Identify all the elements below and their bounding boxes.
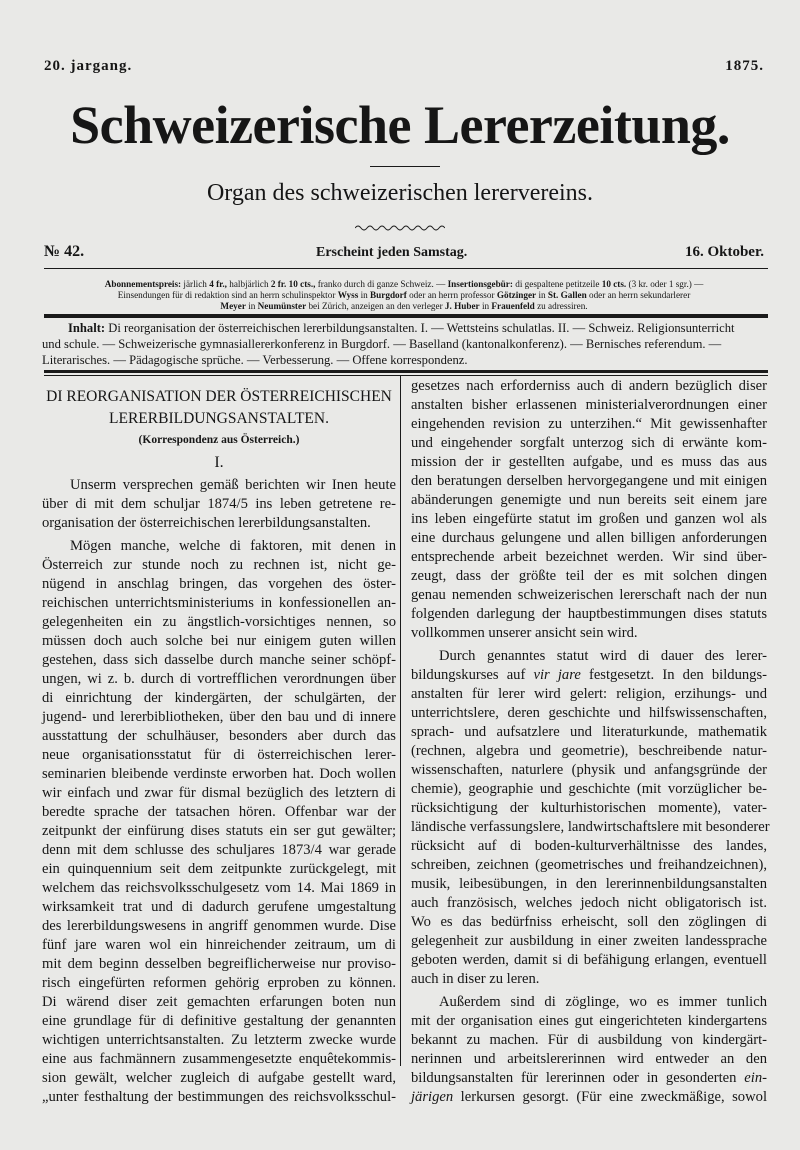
bold-text: Wyss: [337, 290, 359, 300]
bold-text: Götzinger: [496, 290, 537, 300]
text-run: Einsendungen für di redaktion sind an herrn schulinspektor: [117, 290, 338, 300]
text-line: gelegenheit zur ausbildung in einer zweiten landessprache: [411, 933, 767, 949]
bold-text: Neumünster: [257, 301, 307, 311]
text-line: Wo es das bedürfniss erheischt, soll den zöglingen di: [411, 914, 767, 930]
text-line: mit der organisation eines gut eingerichteten kindergartens: [411, 1013, 767, 1029]
newspaper-title: Schweizerische Lererzeitung.: [70, 95, 730, 155]
article-byline: (Korrespondenz aus Österreich.): [138, 434, 300, 446]
text-run: in: [245, 301, 258, 311]
text-run: bildungsanstalten für lererinnen oder in gesonderten: [411, 1070, 745, 1086]
text-line: fünf jare waren wol ein hinreichender zeitraum, um di: [42, 937, 396, 953]
text-line: gelegenheiten ein zu ängstlich-vorsichtiges nennen, so: [42, 614, 396, 630]
paragraph: [42, 537, 396, 1107]
text-line: [411, 666, 767, 685]
bold-text: 4 fr.,: [209, 279, 227, 289]
text-run: järlich: [181, 279, 210, 289]
paragraph: [411, 377, 767, 643]
text-line: zeugt, dass der größte teil der es mit solchen dingen: [411, 568, 767, 584]
header-rule: [44, 268, 768, 269]
text-line: reichischen unterrichtsministeriums in konfessionellen an-: [42, 595, 396, 611]
contents-line-1: [42, 320, 770, 336]
text-line: rücksicht auf di boden-kulturverhältnisse des landes,: [411, 838, 767, 854]
text-line: risch eingefürten reformen gehörig erproben zu können.: [42, 975, 396, 991]
column-divider: [400, 376, 401, 1066]
text-run: festgesetzt. In den bildungs-: [580, 667, 768, 683]
text-line: eine grundlage für di definitive gestaltung der genannten: [42, 1013, 396, 1029]
text-line: anstalten für lerer wird gelert: religion, erzihungs- und: [411, 686, 767, 702]
text-line: mit dem beginn desselben begreiflicherweise nur proviso-: [42, 956, 396, 972]
text-line: jugend- und lererbibliotheken, über den bau und di innere: [42, 709, 396, 725]
text-run: franko durch di ganze Schweiz. —: [315, 279, 448, 289]
text-line: ausstattung der schulhäuser, besonders aber durch das: [42, 728, 396, 744]
text-line: ungen, wi z. b. durch di vortrefflichen verordnungen über: [42, 671, 396, 687]
text-line: wirksamkeit trat und di dadurch gerufene umgestaltung: [42, 899, 396, 915]
text-line: „unter festhaltung der bestimmungen des reichsvolksschul-: [42, 1089, 396, 1105]
bold-text: 10 cts.: [601, 279, 627, 289]
text-line: vollkommen unserer ansicht sein wird.: [411, 625, 638, 641]
article-heading: DI REORGANISATION DER ÖSTERREICHISCHEN: [46, 388, 392, 405]
bold-text: Frauenfeld: [491, 301, 535, 311]
text-run: zu adressiren.: [534, 301, 588, 311]
publication-schedule: Erscheint jeden Samstag.: [316, 245, 468, 260]
text-line: müssen doch auch solche bei nur einigem guten willen: [42, 633, 396, 649]
text-line: bekannt zu machen. Für di ausbildung von kindergärt-: [411, 1032, 767, 1048]
italic-text: järigen: [411, 1089, 454, 1105]
subscription-line: [44, 279, 764, 290]
bold-text: J. Huber: [444, 301, 480, 311]
text-line: unterrichtslere, deren geschichte und hilfswissenschaften,: [411, 705, 767, 721]
bold-text: Abonnementspreis:: [104, 279, 182, 289]
newspaper-subtitle: Organ des schweizerischen lerervereins.: [206, 180, 594, 206]
bold-text: St. Gallen: [547, 290, 587, 300]
text-line: zeitpunkt der einfürung dises statuts ein ser gut gewälter;: [42, 823, 396, 839]
text-line: ein quinquennium seit dem zeitpunkte zurückgelegt, mit: [42, 861, 396, 877]
article-heading-line-2: LERERBILDUNGSANSTALTEN.: [109, 410, 329, 427]
contents-rule: [44, 370, 768, 373]
text-line: des lererbildungswesens in angriff genommen wurde. Dise: [42, 918, 396, 934]
text-line: [411, 1088, 767, 1107]
text-run: halbjärlich: [226, 279, 271, 289]
text-line: folgenden darlegung der hauptbestimmungen dises statuts: [411, 606, 767, 622]
contents-line-2: und schule. — Schweizerische gymnasiallererkonferenz in Burgdorf. — Baselland (kantonalkonferenz). — Bernisches referendum. —: [42, 337, 722, 351]
title-divider: [370, 166, 440, 167]
text-line: genau nemenden schweizerischen lererschaft nach der nun: [411, 587, 767, 603]
text-line: Durch genanntes statut wird di dauer des lerer-: [439, 648, 767, 664]
text-line: eine durchaus gelungene und allen billigen anforderungen: [411, 530, 767, 546]
text-run: in: [358, 290, 371, 300]
text-line: organisation der österreichischen lererbildungsanstalten.: [42, 515, 371, 531]
bold-text: 2 fr. 10 cts.,: [270, 279, 316, 289]
text-line: über di mit dem schuljar 1874/5 ins leben getretene re-: [42, 496, 396, 512]
text-line: Di wärend diser zeit gemachten erfarungen boten nun: [42, 994, 396, 1010]
ornament-divider: [355, 224, 445, 232]
contents-label: Inhalt:: [68, 321, 106, 335]
text-line: beredte sprache der tatsachen hören. Offenbar war der: [42, 804, 396, 820]
advertising-line: [44, 301, 764, 312]
text-line: [411, 1069, 767, 1088]
text-run: oder an herrn professor: [406, 290, 497, 300]
italic-text: vir jare: [533, 667, 581, 683]
text-line: di einrichtung der kindergärten, der schulgärten, der: [42, 690, 396, 706]
italic-text: ein-: [744, 1070, 767, 1086]
text-line: chemie), geographie und geschichte (mit vorzüglicher be-: [411, 781, 767, 797]
text-run: di gespaltene petitzeile: [512, 279, 602, 289]
text-line: schreiben, zeichnen (geometrisches und freihandzeichnen),: [411, 857, 767, 873]
text-line: auch französisch, welches jedoch nicht obligatorisch ist.: [411, 895, 767, 911]
text-line: mission der ir gestellten aufgabe, und es muss das aus: [411, 454, 767, 470]
text-run: in: [536, 290, 548, 300]
article-column-left: [42, 386, 396, 1107]
text-line: wir einfach und zwar für dismal bezüglich des letztern di: [42, 785, 396, 801]
submission-line: [44, 290, 764, 301]
text-line: eine aus fachmännern zusammengesetzte enquêtekommis-: [42, 1051, 396, 1067]
text-run: (3 kr. oder 1 sgr.) —: [626, 279, 704, 289]
text-line: (rechnen, algebra und geometrie), beschreibende natur-: [411, 743, 767, 759]
text-line: seminarien bleibende verdinste erworben hat. Doch wollen: [42, 766, 396, 782]
text-line: nügend in anschlag bringen, das vorgehen des öster-: [42, 576, 396, 592]
text-line: entsprechende arbeit bezeichnet werden. Wir sind über-: [411, 549, 767, 565]
text-line: neue organisationsstatut für di österreichischen lerer-: [42, 747, 396, 763]
text-run: in: [479, 301, 492, 311]
thick-rule: [44, 314, 768, 318]
bold-text: Insertionsgebür:: [447, 279, 513, 289]
text-line: rücksichtigung der kulturhistorischen momente), vater-: [411, 800, 767, 816]
text-line: wichtigen unterrichtsanstalten. Zu letzterm zwecke wurde: [42, 1032, 396, 1048]
issue-date: 16. Oktober.: [684, 244, 764, 260]
text-line: gesetzes nach erforderniss auch di andern bezüglich diser: [411, 378, 767, 394]
article-part-number: I.: [214, 454, 224, 471]
text-line: und eingehender sorgfalt unterzog sich di erwänte kom-: [411, 435, 767, 451]
text-line: den beratungen derselben hervorgegangene und mit einigen: [411, 473, 767, 489]
text-line: denn mit dem schlusse des schuljares 1873/4 war gerade: [42, 842, 396, 858]
bold-text: Burgdorf: [370, 290, 407, 300]
text-run: lerkursen gesorgt. (Für eine zweckmäßige, sowol: [453, 1089, 767, 1105]
year-label: 1875.: [725, 58, 764, 74]
paragraph: [411, 647, 770, 989]
text-line: Österreich zur stunde noch zu rechnen ist, nicht ge-: [42, 557, 396, 573]
text-line: musik, leibesübungen, in den lererinnenbildungsanstalten: [411, 876, 767, 892]
text-line: Außerdem sind di zöglinge, wo es immer tunlich: [439, 994, 767, 1010]
text-line: geboten werden, damit si di befähigung erlangen, eventuell: [411, 952, 767, 968]
text-line: gestehen, dass sich dasselbe durch manche seiner schöpf-: [42, 652, 396, 668]
contents-text: Di reorganisation der österreichischen lererbildungsanstalten. I. — Wettsteins schulatlas. II. — Schweiz. Religionsunterricht: [108, 321, 735, 335]
paragraph: [42, 476, 396, 533]
text-run: bildungskurses auf: [411, 667, 534, 683]
text-run: oder an herrn sekundarlerer: [586, 290, 691, 300]
text-line: eingehenden revision zu unterzihen.“ Mit gewissenhafter: [411, 416, 767, 432]
text-line: welchem das reichsvolksschulgesetz vom 14. Mai 1869 in: [42, 880, 396, 896]
text-line: auch in diser zu leren.: [411, 971, 540, 987]
text-line: sprach- und aufsatzlere und literaturkunde, mathematik: [411, 724, 767, 740]
text-line: ins leben eingefürte statut im großen und ganzen wol als: [411, 511, 767, 527]
text-line: nerinnen und arbeitslererinnen wird entweder an den: [411, 1051, 767, 1067]
text-line: anstalten bisher erlassenen ministerialverordnungen einer: [411, 397, 767, 413]
text-line: Unserm versprechen gemäß berichten wir Inen heute: [70, 477, 396, 493]
contents-rule-thin: [44, 375, 768, 376]
article-column-right: [411, 377, 770, 1107]
text-line: wissenschaften, naturlere (physik und anfangsgründe der: [411, 762, 767, 778]
volume-label: 20. jargang.: [44, 58, 133, 74]
text-line: abänderungen genemigte und nun bereits seit einem jare: [411, 492, 767, 508]
bold-text: Meyer: [220, 301, 246, 311]
paragraph: [411, 993, 767, 1107]
contents-line-3: Literarisches. — Pädagogische sprüche. — Verbesserung. — Offene korrespondenz.: [42, 353, 468, 367]
text-run: bei Zürich, anzeigen an den verleger: [306, 301, 445, 311]
text-line: sion gewält, welcher zugleich di aufgabe gestellt ward,: [42, 1070, 396, 1086]
issue-number: № 42.: [44, 243, 85, 260]
text-line: Mögen manche, welche di faktoren, mit denen in: [70, 538, 396, 554]
text-line: ländische verfassungslere, landwirtschaftslere mit besonderer: [411, 819, 770, 835]
